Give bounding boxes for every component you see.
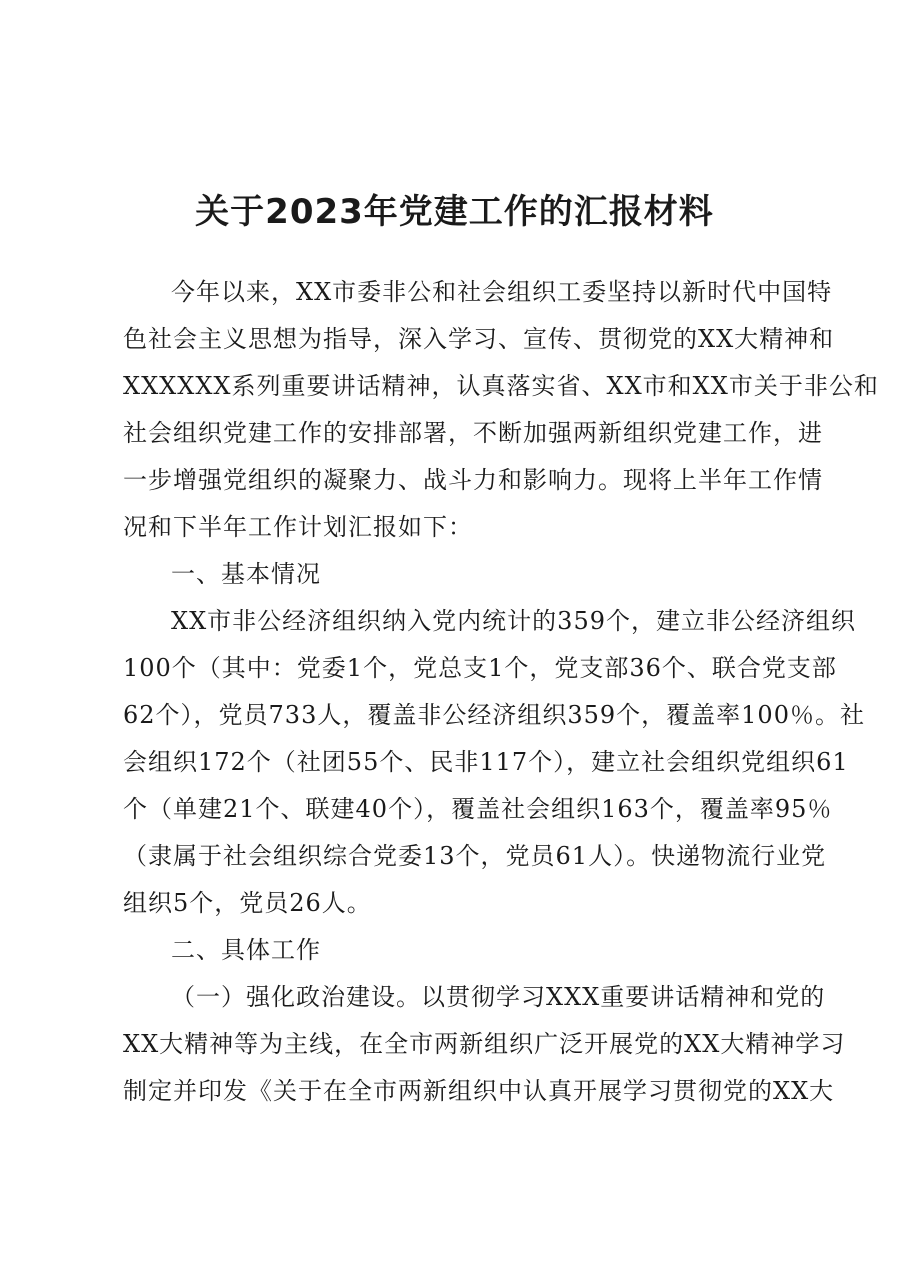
paragraph-line: 会组织172个（社团55个、民非117个），建立社会组织党组织61 (123, 748, 849, 776)
paragraph-line: XX大精神等为主线，在全市两新组织广泛开展党的XX大精神学习 (123, 1030, 846, 1058)
paragraph-line: （一）强化政治建设。以贯彻学习XXX重要讲话精神和党的 (171, 983, 826, 1011)
paragraph-line: 色社会主义思想为指导，深入学习、宣传、贯彻党的XX大精神和 (123, 325, 835, 353)
paragraph-line: XXXXXX系列重要讲话精神，认真落实省、XX市和XX市关于非公和 (123, 372, 879, 400)
paragraph-line: 62个），党员733人，覆盖非公经济组织359个，覆盖率100％。社 (123, 701, 865, 729)
section-heading: 一、基本情况 (171, 560, 321, 588)
paragraph-line: 一步增强党组织的凝聚力、战斗力和影响力。现将上半年工作情 (123, 466, 823, 494)
paragraph-line: 组织5个，党员26人。 (123, 889, 372, 917)
paragraph-line: 100个（其中：党委1个，党总支1个，党支部36个、联合党支部 (123, 654, 837, 682)
paragraph-line: 个（单建21个、联建40个），覆盖社会组织163个，覆盖率95％ (123, 795, 833, 823)
paragraph-line: XX市非公经济组织纳入党内统计的359个，建立非公经济组织 (171, 607, 856, 635)
paragraph-line: 社会组织党建工作的安排部署，不断加强两新组织党建工作，进 (123, 419, 823, 447)
paragraph-line: 今年以来，XX市委非公和社会组织工委坚持以新时代中国特 (171, 278, 833, 306)
paragraph-line: 制定并印发《关于在全市两新组织中认真开展学习贯彻党的XX大 (123, 1077, 835, 1105)
section-heading: 二、具体工作 (171, 936, 321, 964)
paragraph-line: 况和下半年工作计划汇报如下： (123, 513, 473, 541)
paragraph-line: （隶属于社会组织综合党委13个，党员61人）。快递物流行业党 (123, 842, 827, 870)
document-title: 关于2023年党建工作的汇报材料 (195, 192, 714, 232)
